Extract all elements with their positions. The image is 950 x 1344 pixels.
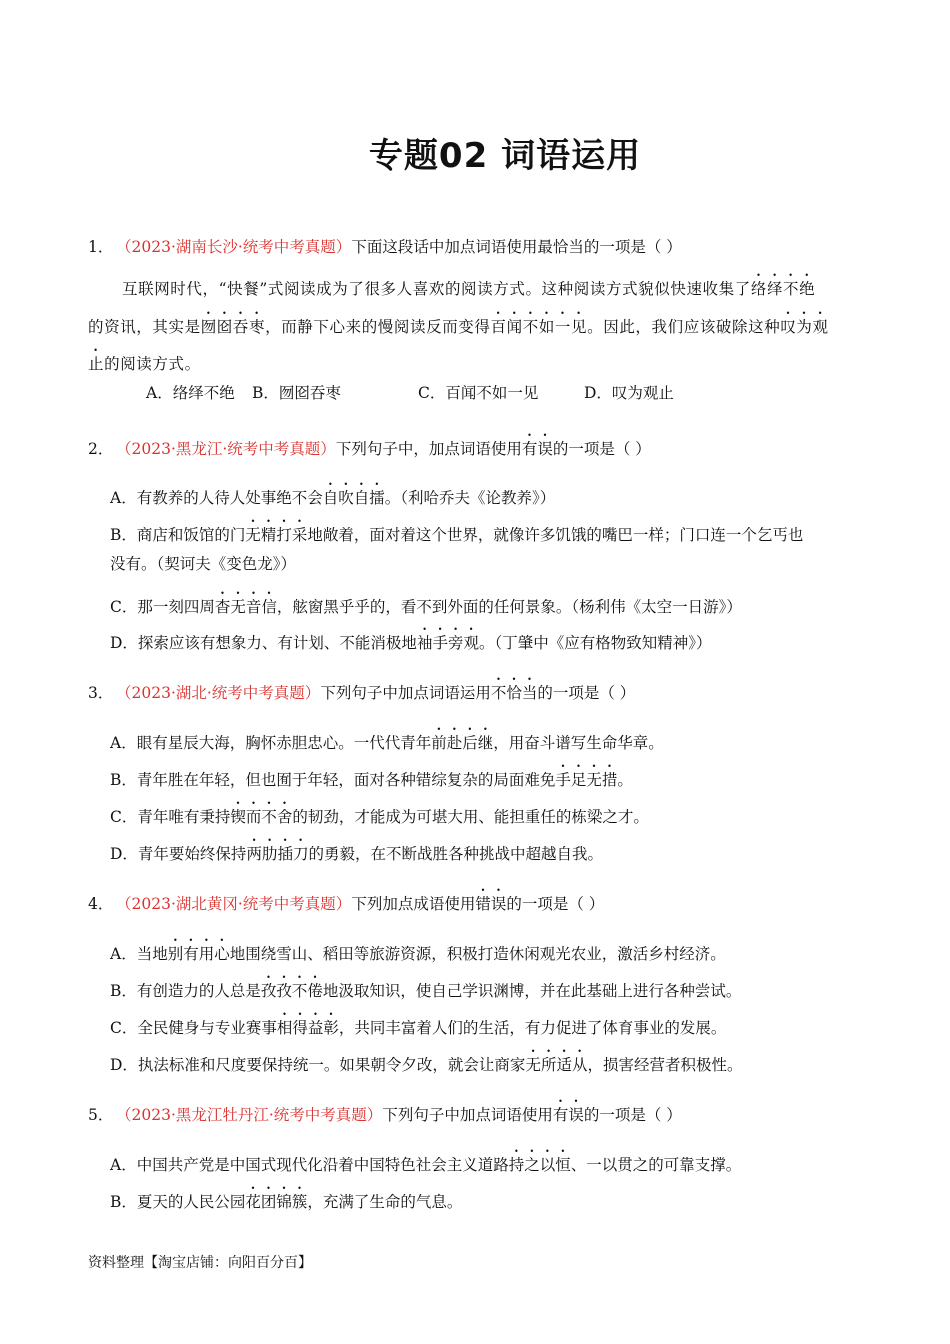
question-2-option-a: A．有教养的人待人处事绝不会自吹自擂。（利哈乔夫《论教养》） — [110, 489, 556, 507]
question-number: 5． — [88, 1106, 114, 1124]
question-1-option-d: D．叹为观止 — [584, 384, 674, 402]
question-number: 4． — [88, 895, 114, 913]
question-2-option-c: C．那一刻四周杳无音信，舷窗黑乎乎的，看不到外面的任何景象。（杨利伟《太空一日游》） — [110, 598, 742, 616]
question-3-option-d: D．青年要始终保持两肋插刀的勇毅，在不断战胜各种挑战中超越自我。 — [110, 845, 603, 863]
question-4-option-a: A．当地别有用心地围绕雪山、稻田等旅游资源，积极打造休闲观光农业，激活乡村经济。 — [110, 945, 726, 963]
question-4-option-d: D．执法标准和尺度要保持统一。如果朝令夕改，就会让商家无所适从，损害经营者积极性。 — [110, 1056, 743, 1074]
question-3-option-c: C．青年唯有秉持锲而不舍的韧劲，才能成为可堪大用、能担重任的栋梁之才。 — [110, 808, 649, 826]
dotted-word: 百闻不如一见 — [490, 318, 588, 336]
question-1-option-b: B．囫囵吞枣 — [252, 384, 341, 402]
dotted-word: 无所适从 — [525, 1056, 588, 1074]
question-5-option-a: A．中国共产党是中国式现代化沿着中国特色社会主义道路持之以恒、一以贯之的可靠支撑。 — [110, 1156, 742, 1174]
dotted-word: 有误 — [552, 1106, 584, 1124]
question-3-option-a: A．眼有星辰大海，胸怀赤胆忠心。一代代青年前赴后继，用奋斗谱写生命华章。 — [110, 734, 664, 752]
question-prompt: 下面这段话中加点词语使用最恰当的一项是（ ） — [351, 238, 682, 256]
question-4-option-c: C．全民健身与专业赛事相得益彰，共同丰富着人们的生活，有力促进了体育事业的发展。 — [110, 1019, 727, 1037]
question-number: 2． — [88, 440, 114, 458]
question-source: （2023·黑龙江·统考中考真题） — [116, 440, 336, 458]
question-3-header: 3． （2023·湖北·统考中考真题）下列句子中加点词语运用不恰当的一项是（ ） — [88, 684, 636, 702]
dotted-word: 错误 — [475, 895, 507, 913]
dotted-word: 两肋插刀 — [246, 845, 309, 863]
dotted-word: 自吹自擂 — [322, 489, 385, 507]
question-source: （2023·湖北黄冈·统考中考真题） — [116, 895, 352, 913]
page-title: 专题02 词语运用 — [368, 136, 642, 176]
question-source: （2023·湖北·统考中考真题） — [116, 684, 321, 702]
question-1-option-c: C．百闻不如一见 — [418, 384, 539, 402]
question-2-option-b: B．商店和饭馆的门无精打采地敞着，面对着这个世界，就像许多饥饿的嘴巴一样；门口连一个乞丐也 — [110, 526, 804, 544]
dotted-word: 相得益彰 — [276, 1019, 339, 1037]
question-1-header — [88, 236, 682, 258]
question-1-option-a: A．络绎不绝 — [146, 384, 235, 402]
dotted-word: 不恰当 — [490, 684, 538, 702]
question-source: （2023·黑龙江牡丹江·统考中考真题） — [116, 1106, 383, 1124]
dotted-word: 络绎不绝 — [750, 280, 816, 298]
question-number: 3． — [88, 684, 114, 702]
page-footer: 资料整理【淘宝店铺：向阳百分百】 — [88, 1255, 312, 1271]
dotted-word: 锲而不舍 — [230, 808, 293, 826]
dotted-word: 囫囵吞枣 — [200, 318, 266, 336]
question-2-option-b-cont: 没有。（契诃夫《变色龙》） — [110, 555, 297, 573]
question-4-option-b: B．有创造力的人总是孜孜不倦地汲取知识，使自己学识渊博，并在此基础上进行各种尝试。 — [110, 982, 742, 1000]
dotted-word: 别有用心 — [167, 945, 230, 963]
dotted-word: 无精打采 — [245, 526, 308, 544]
dotted-word: 持之以恒 — [508, 1156, 571, 1174]
dotted-word: 叹为观 — [780, 318, 829, 336]
dotted-word: 花团锦簇 — [245, 1193, 308, 1211]
dotted-word: 止 — [88, 355, 105, 373]
dotted-word: 前赴后继 — [431, 734, 494, 752]
question-2-option-d: D．探索应该有想象力、有计划、不能消极地袖手旁观。（丁肇中《应有格物致知精神》） — [110, 634, 712, 652]
question-1-passage-line: 互联网时代，“快餐”式阅读成为了很多人喜欢的阅读方式。这种阅读方式貌似快速收集了络绎不绝 — [122, 280, 816, 298]
dotted-word: 杳无音信 — [214, 598, 277, 616]
question-source: （2023·湖南长沙·统考中考真题） — [116, 238, 352, 256]
question-4-header: 4． （2023·湖北黄冈·统考中考真题）下列加点成语使用错误的一项是（ ） — [88, 895, 605, 913]
dotted-word: 孜孜不倦 — [260, 982, 323, 1000]
question-2-header: 2． （2023·黑龙江·统考中考真题）下列句子中，加点词语使用有误的一项是（ ） — [88, 440, 651, 458]
question-3-option-b: B．青年胜在年轻，但也囿于年轻，面对各种错综复杂的局面难免手足无措。 — [110, 771, 633, 789]
dotted-word: 手足无措 — [555, 771, 618, 789]
question-1-passage-line: 止的阅读方式。 — [88, 355, 201, 373]
question-5-option-b: B．夏天的人民公园花团锦簇，充满了生命的气息。 — [110, 1193, 463, 1211]
question-number: 1． — [88, 238, 114, 256]
dotted-word: 有误 — [521, 440, 553, 458]
dotted-word: 袖手旁观 — [416, 634, 479, 652]
question-5-header: 5． （2023·黑龙江牡丹江·统考中考真题）下列句子中加点词语使用有误的一项是（ ） — [88, 1106, 682, 1124]
question-1-passage-line: 的资讯，其实是囫囵吞枣，而静下心来的慢阅读反而变得百闻不如一见。因此，我们应该破除这种叹为观 — [88, 318, 829, 336]
